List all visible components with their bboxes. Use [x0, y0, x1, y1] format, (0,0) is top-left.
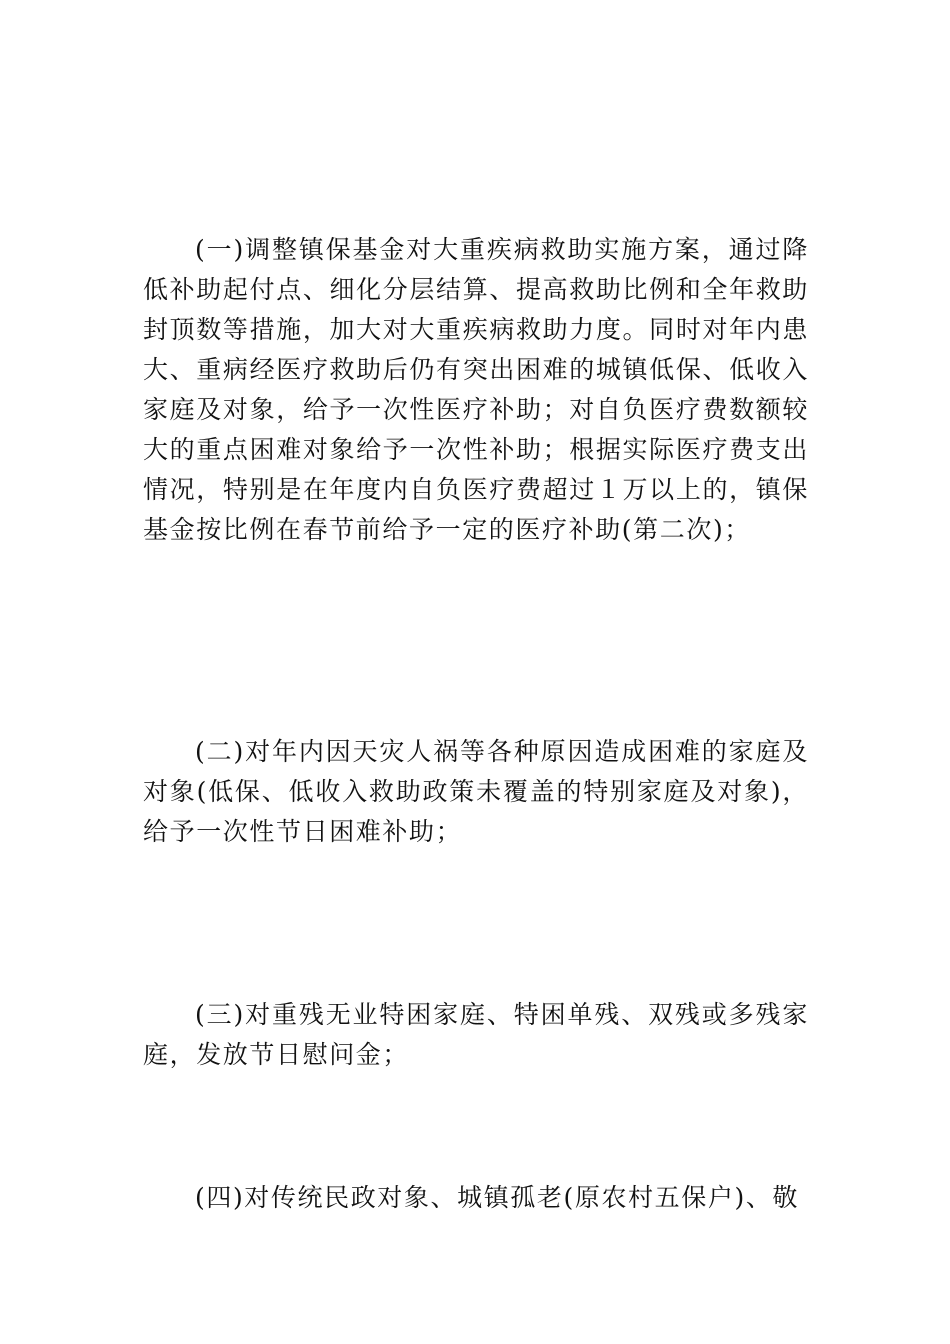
paragraph-4: (四)对传统民政对象、城镇孤老(原农村五保户)、敬: [195, 1183, 800, 1212]
paragraph-3: (三)对重残无业特困家庭、特困单残、双残或多残家庭，发放节日慰问金；: [143, 1000, 809, 1069]
paragraph-2: (二)对年内因天灾人祸等各种原因造成困难的家庭及对象(低保、低收入救助政策未覆盖的特别家庭及对象)，给予一次性节日困难补助；: [143, 737, 809, 846]
paragraph-1: (一)调整镇保基金对大重疾病救助实施方案，通过降低补助起付点、细化分层结算、提高救助比例和全年救助封顶数等措施，加大对大重疾病救助力度。同时对年内患大、重病经医疗救助后仍有突出困难的城镇低保、低收入家庭及对象，给予一次性医疗补助；对自负医疗费数额较大的重点困难对象给予一次性补助；根据实际医疗费支出情况，特别是在年度内自负医疗费超过１万以上的，镇保基金按比例在春节前给予一定的医疗补助(第二次)；: [143, 235, 809, 544]
